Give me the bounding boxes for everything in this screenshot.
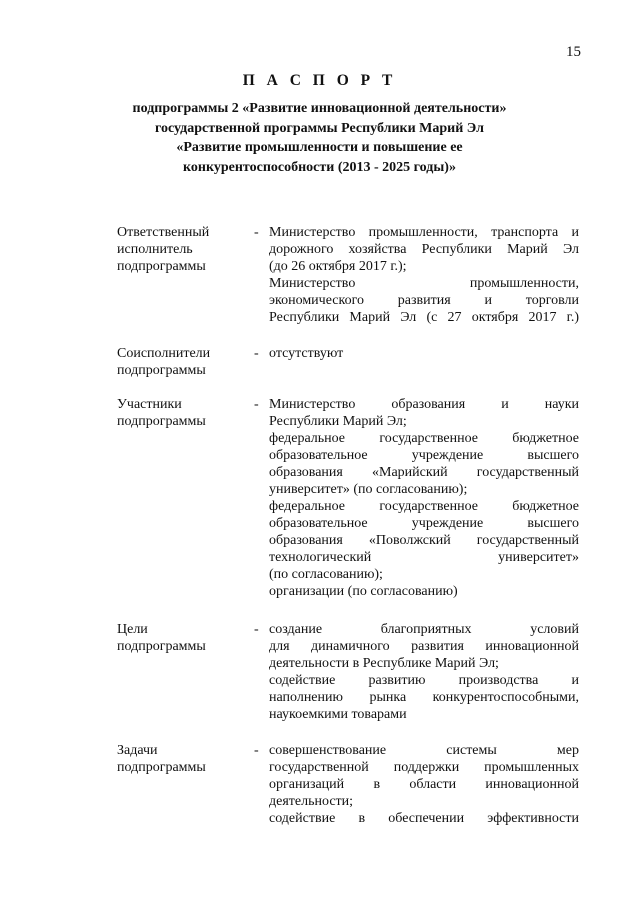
value-line: Республики Марий Эл; xyxy=(269,414,407,429)
value-line: Министерство образования и науки xyxy=(269,397,579,412)
row-value xyxy=(269,345,579,362)
value-line: образования «Поволжский государственный xyxy=(269,533,579,548)
label-line: подпрограммы xyxy=(117,760,206,775)
value-line: Республики Марий Эл (с 27 октября 2017 г.) xyxy=(269,310,579,325)
label-line: исполнитель xyxy=(117,242,193,257)
row-value xyxy=(269,621,579,723)
value-line: технологический университет» xyxy=(269,550,579,565)
value-line: (по согласованию); xyxy=(269,567,383,582)
row-label xyxy=(117,224,242,275)
label-line: Задачи xyxy=(117,743,158,758)
row-dash: - xyxy=(254,397,259,412)
value-line: содействие в обеспечении эффективности xyxy=(269,811,579,826)
value-line: деятельности; xyxy=(269,794,354,809)
row-label xyxy=(117,396,242,430)
label-line: подпрограммы xyxy=(117,414,206,429)
document-subtitle xyxy=(60,99,579,177)
value-line: (до 26 октября 2017 г.); xyxy=(269,259,407,274)
label-line: Цели xyxy=(117,622,148,637)
value-line: дорожного хозяйства Республики Марий Эл xyxy=(269,242,579,257)
value-line: федеральное государственное бюджетное xyxy=(269,431,579,446)
value-line: содействие развитию производства и xyxy=(269,673,579,688)
label-line: Соисполнители xyxy=(117,346,211,361)
subtitle-line: подпрограммы 2 «Развитие инновационной деятельности» xyxy=(132,101,507,116)
value-line: образовательное учреждение высшего xyxy=(269,448,579,463)
value-line: наукоемкими товарами xyxy=(269,707,407,722)
label-line: подпрограммы xyxy=(117,363,206,378)
value-line: университет» (по согласованию); xyxy=(269,482,468,497)
subtitle-line: «Развитие промышленности и повышение ее xyxy=(176,140,463,155)
row-value xyxy=(269,396,579,600)
value-line: организации (по согласованию) xyxy=(269,584,458,599)
value-line: образовательное учреждение высшего xyxy=(269,516,579,531)
row-label xyxy=(117,742,242,776)
row-dash: - xyxy=(254,346,259,361)
value-line: совершенствование системы мер xyxy=(269,743,579,758)
page-number: 15 xyxy=(566,44,581,60)
value-line: Министерство промышленности, xyxy=(269,276,579,291)
value-line: создание благоприятных условий xyxy=(269,622,579,637)
label-line: Ответственный xyxy=(117,225,210,240)
row-value xyxy=(269,742,579,827)
row-label xyxy=(117,345,242,379)
value-line: федеральное государственное бюджетное xyxy=(269,499,579,514)
row-dash: - xyxy=(254,622,259,637)
subtitle-line: государственной программы Республики Марий Эл xyxy=(155,120,484,136)
value-line: наполнению рынка конкурентоспособными, xyxy=(269,690,579,705)
value-line: отсутствуют xyxy=(269,346,344,361)
value-line: образования «Марийский государственный xyxy=(269,465,579,480)
value-line: организаций в области инновационной xyxy=(269,777,579,792)
value-line: деятельности в Республике Марий Эл; xyxy=(269,656,499,671)
value-line: экономического развития и торговли xyxy=(269,293,579,308)
label-line: Участники xyxy=(117,397,182,412)
label-line: подпрограммы xyxy=(117,259,206,274)
row-value xyxy=(269,224,579,326)
document-title: П А С П О Р Т xyxy=(242,72,397,89)
subtitle-line: конкурентоспособности (2013 - 2025 годы)» xyxy=(183,159,456,175)
value-line: Министерство промышленности, транспорта и xyxy=(269,225,579,240)
row-dash: - xyxy=(254,743,259,758)
row-label xyxy=(117,621,242,655)
value-line: государственной поддержки промышленных xyxy=(269,760,579,775)
row-dash: - xyxy=(254,225,259,240)
value-line: для динамичного развития инновационной xyxy=(269,639,579,654)
label-line: подпрограммы xyxy=(117,639,206,654)
